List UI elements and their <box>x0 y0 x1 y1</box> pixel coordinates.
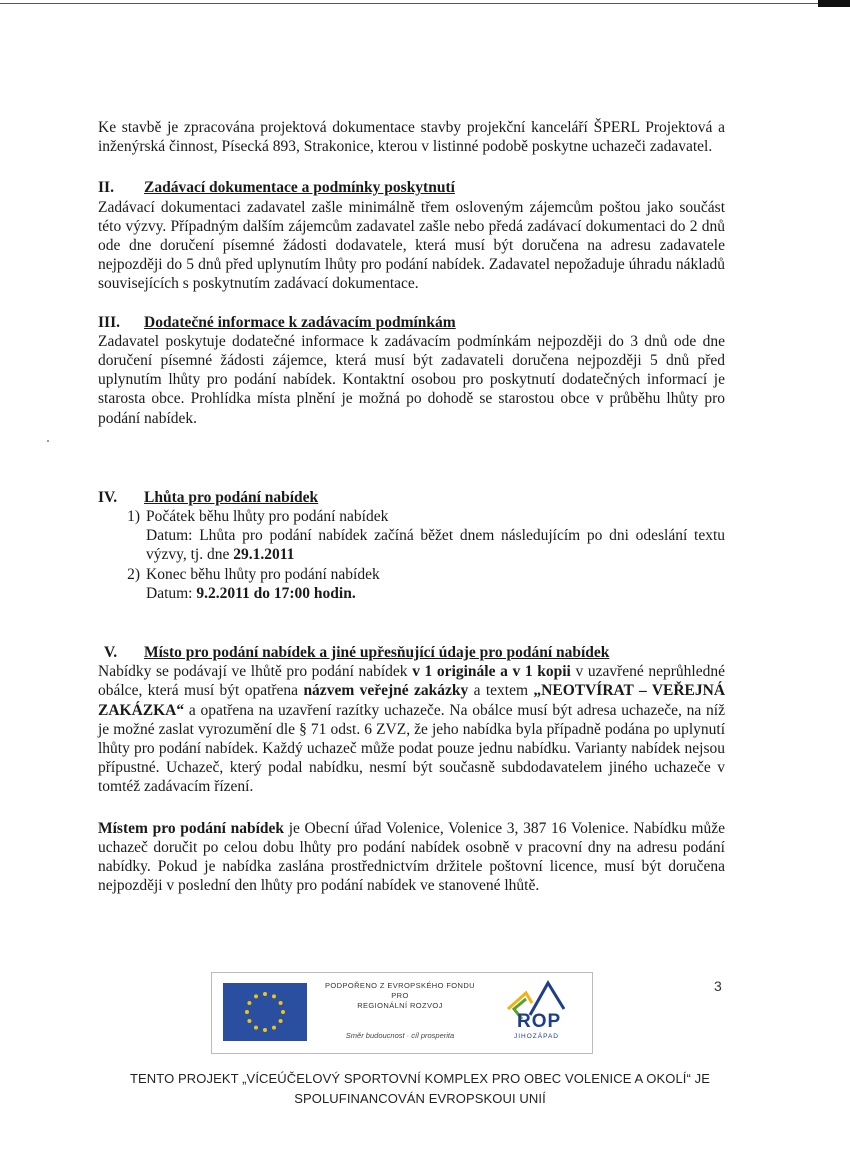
flag-star <box>279 1001 283 1005</box>
end-date: 9.2.2011 do 17:00 hodin. <box>196 584 356 602</box>
flag-star <box>247 1019 251 1023</box>
margin-speck <box>47 440 49 442</box>
text-run: je Obecní úřad Volenice, Volenice 3, 387 16 Volenice. Nabídku může uchazeč doručit po celou dobu lhůty pro podání nabídek osobně v pracovní dny na adresu podání nabídky. Pokud je nabídka zaslána prostřednictvím držitele poštovní licence, musí být doručena nejpozději v poslední den lhůty pro podání nabídek ve stanovené lhůtě. <box>98 819 726 895</box>
logo-line: PODPOŘENO Z EVROPSKÉHO FONDU <box>325 981 475 990</box>
flag-background <box>223 983 307 1041</box>
flag-star <box>245 1010 249 1014</box>
contract-name-emphasis: názvem veřejné zakázky <box>303 682 469 700</box>
section-number: III. <box>98 313 120 331</box>
intro-paragraph: Ke stavbě je zpracována projektová dokumentace stavby projekční kanceláří ŠPERL Projektová a inženýrská činnost, Písecká 893, Strakonice, kterou v listinné podobě poskytne uchazeči zadavatel. <box>98 119 725 156</box>
end-date-label: Datum: <box>146 584 197 602</box>
start-date-text: Datum: Lhůta pro podání nabídek začíná běžet dnem následujícím po dni odeslání textu výzvy, tj. dne <box>146 527 725 564</box>
section-number: II. <box>98 179 114 197</box>
flag-star <box>272 994 276 998</box>
list-item-title: Konec běhu lhůty pro podání nabídek <box>146 565 380 583</box>
list-item-title: Počátek běhu lhůty pro podání nabídek <box>146 508 389 526</box>
list-item-number: 1) <box>127 508 140 526</box>
flag-star <box>279 1019 283 1023</box>
footer-note <box>80 1069 760 1109</box>
section-5-paragraph-1 <box>98 662 725 796</box>
list-item-detail <box>98 584 725 603</box>
document-body <box>98 118 725 896</box>
section-title: Místo pro podání nabídek a jiné upřesňující údaje pro podání nabídek <box>144 644 610 662</box>
rop-subtitle: JIHOZÁPAD <box>514 1033 559 1040</box>
footer-line: SPOLUFINANCOVÁN EVROPSKOUI UNIÍ <box>294 1091 546 1106</box>
text-run: Nabídky se podávají ve lhůtě pro podání nabídek <box>98 663 413 681</box>
start-date: 29.1.2011 <box>233 546 295 564</box>
section-4-heading <box>98 488 725 507</box>
list-item-number: 2) <box>127 565 140 583</box>
deadline-list <box>98 507 725 603</box>
eu-flag-icon <box>223 983 307 1041</box>
logo-line: REGIONÁLNÍ ROZVOJ <box>357 1001 443 1010</box>
section-title: Lhůta pro podání nabídek <box>144 488 319 506</box>
logo-caption <box>314 981 486 1011</box>
flag-star <box>247 1001 251 1005</box>
section-3-heading <box>98 313 725 332</box>
flag-star <box>272 1026 276 1030</box>
section-5-paragraph-2 <box>98 819 725 896</box>
copies-emphasis: v 1 originále a v 1 kopii <box>412 663 571 681</box>
list-item <box>98 565 725 584</box>
footer-line: TENTO PROJEKT „VÍCEÚČELOVÝ SPORTOVNÍ KOMPLEX PRO OBEC VOLENICE A OKOLÍ“ JE <box>129 1071 711 1086</box>
flag-star <box>263 992 267 996</box>
logo-motto: Směr budoucnost · cíl prosperita <box>345 1031 455 1040</box>
flag-star <box>254 994 258 998</box>
flag-star <box>254 1026 258 1030</box>
flag-star <box>263 1028 267 1032</box>
logo-line: PRO <box>391 991 409 1000</box>
section-2-heading <box>98 178 725 197</box>
text-run: a textem <box>468 682 534 700</box>
section-number: IV. <box>98 488 118 506</box>
submission-place-label: Místem pro podání nabídek <box>98 819 285 837</box>
eu-rop-logo <box>211 972 593 1054</box>
list-item <box>98 507 725 526</box>
section-2-body: Zadávací dokumentaci zadavatel zašle minimálně třem osloveným zájemcům poštou jako součást této výzvy. Případným dalším zájemcům zadavatel zašle nebo předá zadávací dokumentaci do 2 dnů ode dne doručení písemné žádosti dodavatele, která musí být doručena na adresu zadavatele nejpozději do 5 dnů před uplynutím lhůty pro podání nabídek. Zadavatel nepožaduje úhradu nákladů souvisejících s poskytnutím zadávací dokumentace. <box>98 198 725 293</box>
scan-edge-line <box>0 3 818 4</box>
list-item-detail <box>98 526 725 564</box>
section-number: V. <box>104 644 118 662</box>
section-5-heading <box>98 643 725 662</box>
section-3-body: Zadavatel poskytuje dodatečné informace k zadávacím podmínkám nejpozději do 3 dnů ode dne doručení písemné žádosti zájemce, která musí být zadavateli doručena nejpozději 5 dnů před uplynutím lhůty pro podání nabídek. Kontaktní osobou pro poskytnutí dodatečných informací je starosta obce. Prohlídka místa plnění je možná po dohodě se starostou obce v průběhu lhůty pro podání nabídek. <box>98 332 725 427</box>
do-not-open-emphasis: „NEOTVÍRAT – VEŘEJNÁ ZAKÁZKA“ <box>98 682 726 719</box>
text-run: a opatřena na uzavření razítky uchazeče. Na obálce musí být adresa uchazeče, na níž je možné zaslat vyrozumění dle § 71 odst. 6 ZVZ, že jeho nabídka byla případně podána po uplynutí lhůty pro podání nabídek. Každý uchazeč může podat pouze jednu nabídku. Varianty nabídek nejsou přípustné. Uchazeč, který podal nabídku, nesmí být současně subdodavatelem jiného uchazeče v tomtéž zadávacím řízení. <box>98 701 725 796</box>
section-title: Dodatečné informace k zadávacím podmínkám <box>144 313 456 331</box>
text-run: v uzavřené neprůhledné obálce, která musí být opatřena <box>98 663 726 700</box>
section-title: Zadávací dokumentace a podmínky poskytnutí <box>144 179 455 197</box>
rop-wordmark: ROP <box>517 1011 562 1032</box>
page-number: 3 <box>714 978 722 994</box>
scan-edge-mark <box>818 0 850 7</box>
flag-star <box>281 1010 285 1014</box>
